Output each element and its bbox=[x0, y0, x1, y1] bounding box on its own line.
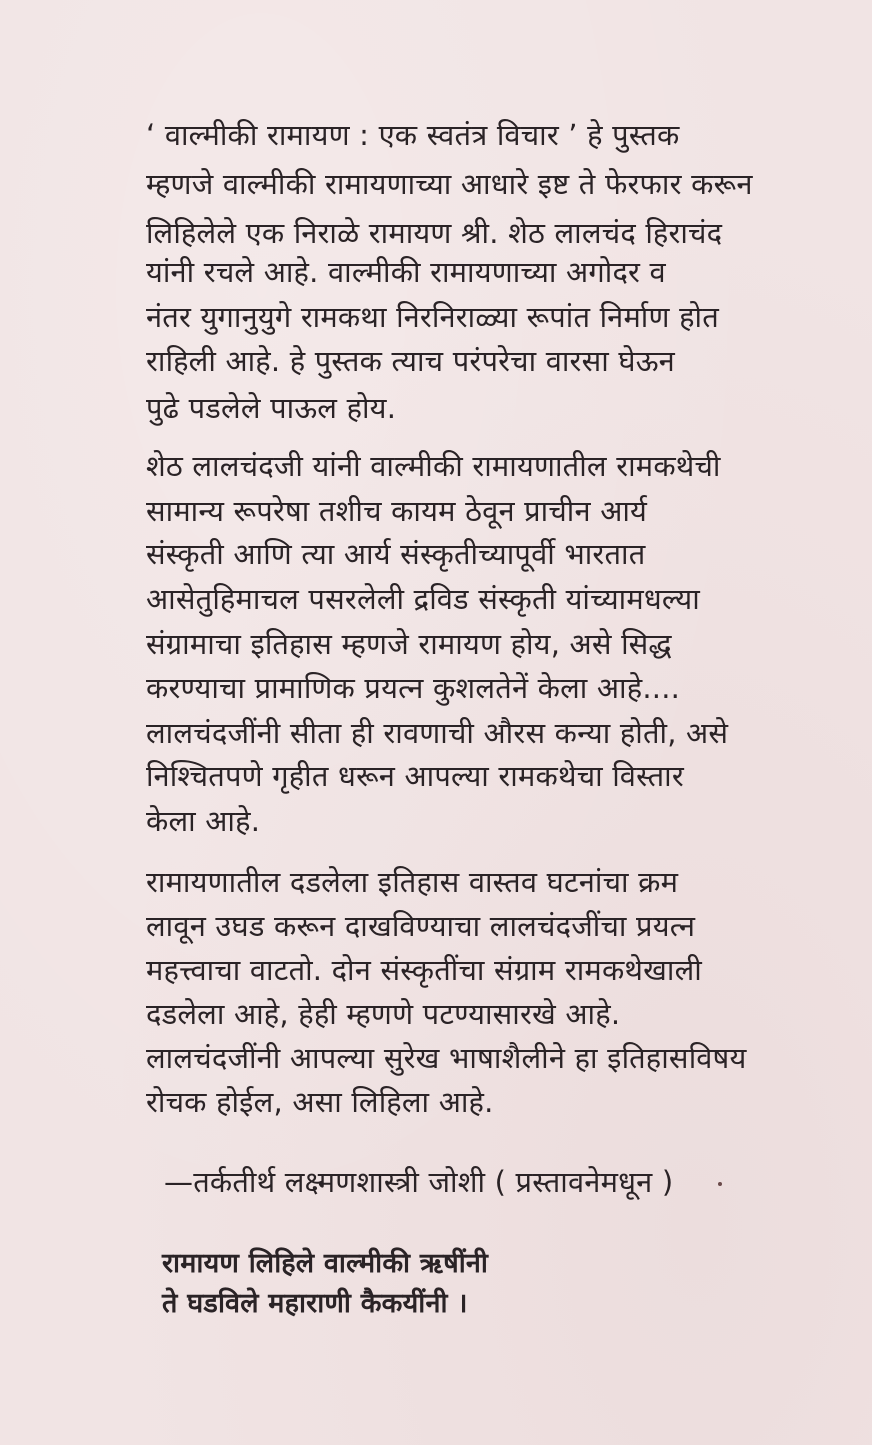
text-line: राहिली आहे. हे पुस्तक त्याच परंपरेचा वारसा घेऊन bbox=[146, 344, 675, 378]
text-line: रामायणातील दडलेला इतिहास वास्तव घटनांचा क्रम bbox=[146, 865, 679, 899]
text-line: केला आहे. bbox=[146, 804, 261, 838]
paper-speck bbox=[718, 1182, 722, 1186]
text-line: लालचंदजींनी सीता ही रावणाची औरस कन्या होती, असे bbox=[146, 716, 729, 750]
text-line: करण्याचा प्रामाणिक प्रयत्न कुशलतेनें केला आहे.... bbox=[146, 671, 681, 705]
text-line: निश्चितपणे गृहीत धरून आपल्या रामकथेचा विस्तार bbox=[146, 759, 684, 793]
attribution: —तर्कतीर्थ लक्ष्मणशास्त्री जोशी ( प्रस्तावनेमधून ) bbox=[164, 1165, 674, 1199]
text-line: आसेतुहिमाचल पसरलेली द्रविड संस्कृती यांच्यामधल्या bbox=[146, 582, 700, 616]
text-line: संग्रामाचा इतिहास म्हणजे रामायण होय, असे सिद्ध bbox=[146, 627, 672, 661]
text-line: लालचंदजींनी आपल्या सुरेख भाषाशैलीने हा इतिहासविषय bbox=[146, 1041, 747, 1075]
text-line: ‘ वाल्मीकी रामायण : एक स्वतंत्र विचार ’ हे पुस्तक bbox=[146, 118, 680, 152]
text-line: महत्त्वाचा वाटतो. दोन संस्कृतींचा संग्राम रामकथेखाली bbox=[146, 953, 702, 987]
text-line: संस्कृती आणि त्या आर्य संस्कृतीच्यापूर्वी भारतात bbox=[146, 537, 646, 571]
couplet-line: रामायण लिहिले वाल्मीकी ऋषींनी bbox=[162, 1248, 489, 1279]
text-line: सामान्य रूपरेषा तशीच कायम ठेवून प्राचीन आर्य bbox=[146, 494, 648, 528]
text-line: पुढे पडलेले पाऊल होय. bbox=[146, 391, 397, 425]
text-line: लावून उघड करून दाखविण्याचा लालचंदजींचा प्रयत्न bbox=[146, 909, 696, 943]
text-line: म्हणजे वाल्मीकी रामायणाच्या आधारे इष्ट ते फेरफार करून bbox=[146, 167, 753, 201]
text-line: रोचक होईल, असा लिहिला आहे. bbox=[146, 1085, 494, 1119]
text-line: दडलेला आहे, हेही म्हणणे पटण्यासारखे आहे. bbox=[146, 997, 621, 1031]
couplet-line: ते घडविले महाराणी कैकयींनी । bbox=[162, 1288, 468, 1319]
text-line: यांनी रचले आहे. वाल्मीकी रामायणाच्या अगोदर व bbox=[146, 255, 666, 289]
text-line: शेठ लालचंदजी यांनी वाल्मीकी रामायणातील रामकथेची bbox=[146, 449, 721, 483]
text-line: लिहिलेले एक निराळे रामायण श्री. शेठ लालचंद हिराचंद bbox=[146, 216, 723, 250]
text-line: नंतर युगानुयुगे रामकथा निरनिराळ्या रूपांत निर्माण होत bbox=[146, 300, 719, 334]
